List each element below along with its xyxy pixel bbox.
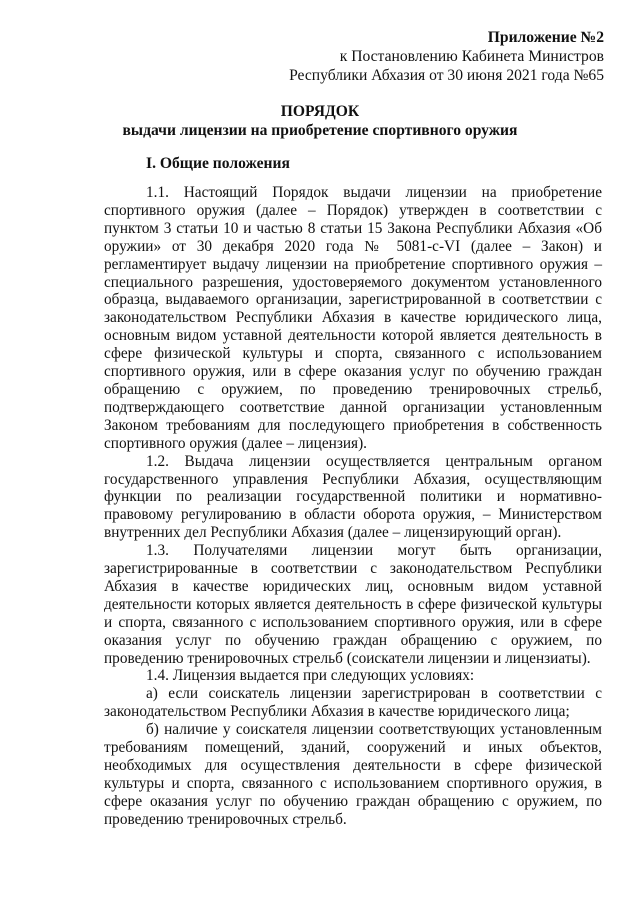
appendix-header: [289, 28, 604, 85]
document-subtitle: выдачи лицензии на приобретение спортивного оружия: [122, 122, 518, 139]
appendix-decree-line: к Постановлению Кабинета Министров: [339, 48, 604, 65]
paragraph-1-4-a: а) если соискатель лицензии зарегистрирован в соответствии с законодательством Республики Абхазия в качестве юридического лица;: [104, 685, 602, 721]
document-title-block: [0, 102, 640, 140]
section-heading: I. Общие положения: [146, 155, 290, 172]
document-title: ПОРЯДОК: [280, 103, 360, 120]
paragraph-1-3: 1.3. Получателями лицензии могут быть организации, зарегистрированные в соответствии с законодательством Республики Абхазия в качестве юридических лиц, основным видом уставной деятельности которых является деятельность в сфере физической культуры и спорта, связанного с использованием спортивного оружия, или в сфере оказания услуг по обучению граждан обращению с оружием, по проведению тренировочных стрельб (соискатели лицензии и лицензиаты).: [104, 542, 602, 667]
appendix-date-line: Республики Абхазия от 30 июня 2021 года №65: [289, 67, 604, 84]
paragraph-1-1: 1.1. Настоящий Порядок выдачи лицензии на приобретение спортивного оружия (далее – Порядок) утвержден в соответствии с пунктом 3 статьи 10 и частью 8 статьи 15 Закона Республики Абхазия «Об оружии» от 30 декабря 2020 года № 5081-с-VI (далее – Закон) и регламентирует выдачу лицензии на приобретение спортивного оружия – специального разрешения, удостоверяемого документом установленного образца, выдаваемого организации, зарегистрированной в соответствии с законодательством Республики Абхазия в качестве юридического лица, основным видом уставной деятельности которой является деятельность в сфере физической культуры и спорта, связанного с использованием спортивного оружия, или в сфере оказания услуг по обучению граждан обращению с оружием, по проведению тренировочных стрельб, подтверждающего соответствие данной организации установленным Законом требованиям для последующего приобретения в собственность спортивного оружия (далее – лицензия).: [104, 184, 602, 452]
paragraph-1-2: 1.2. Выдача лицензии осуществляется центральным органом государственного управления Республики Абхазия, осуществляющим функции по реализации государственной политики и нормативно-правовому регулированию в области оборота оружия, – Министерством внутренних дел Республики Абхазия (далее – лицензирующий орган).: [104, 452, 602, 542]
document-body: [104, 184, 602, 829]
paragraph-1-4: 1.4. Лицензия выдается при следующих условиях:: [146, 667, 475, 685]
paragraph-1-4-b: б) наличие у соискателя лицензии соответствующих установленным требованиям помещений, зданий, сооружений и иных объектов, необходимых для осуществления деятельности в сфере физической культуры и спорта, связанного с использованием спортивного оружия, в сфере оказания услуг по обучению граждан обращению с оружием, по проведению тренировочных стрельб.: [104, 721, 602, 828]
appendix-label: Приложение №2: [487, 29, 604, 46]
